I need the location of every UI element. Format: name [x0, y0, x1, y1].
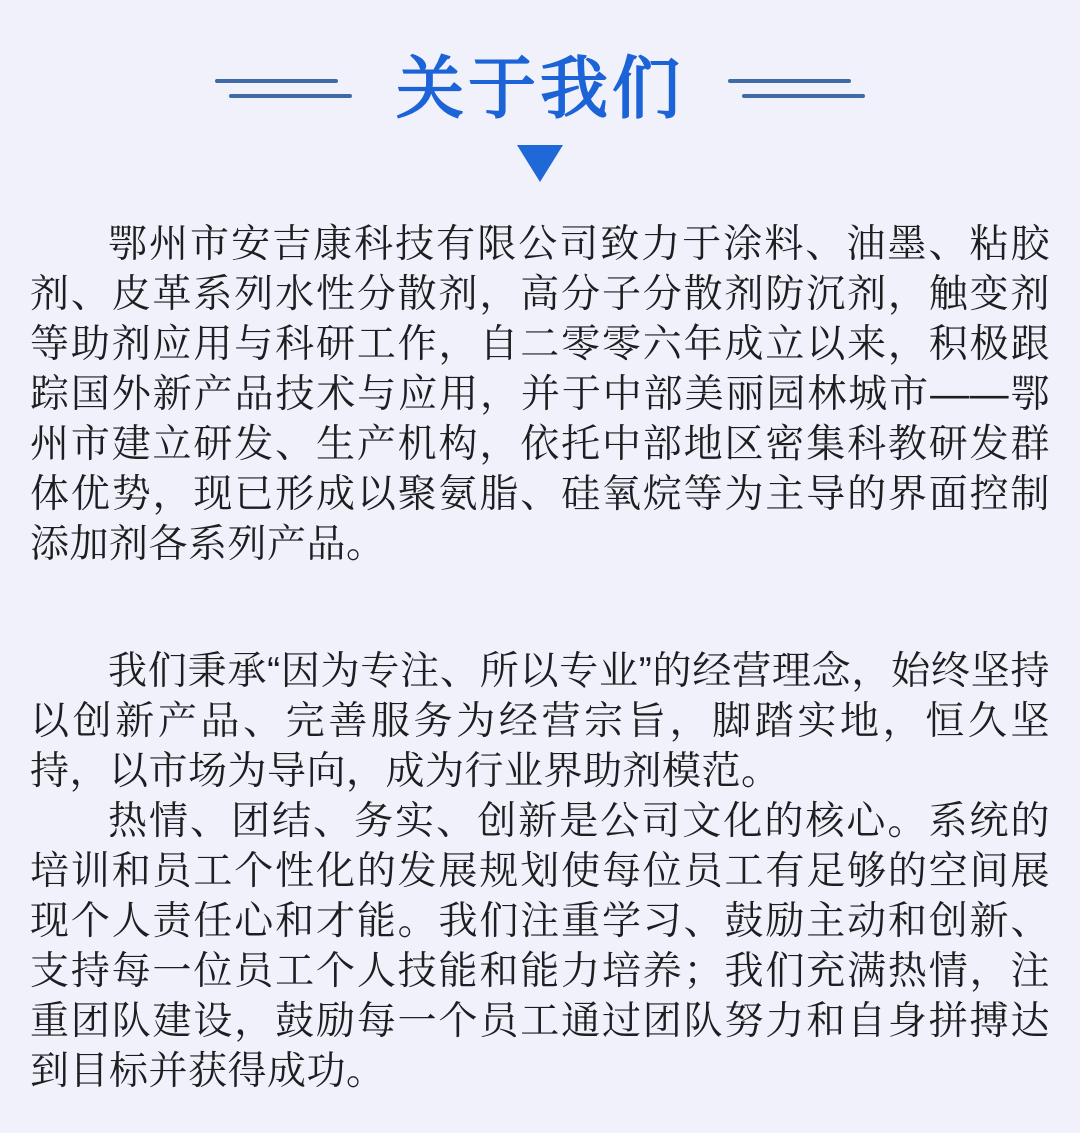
about-paragraph-company: 鄂州市安吉康科技有限公司致力于涂料、油墨、粘胶剂、皮革系列水性分散剂，高分子分散剂防沉剂，触变剂等助剂应用与科研工作，自二零零六年成立以来，积极跟踪国外新产品技术与应用，并于中部美丽园林城市——鄂州市建立研发、生产机构，依托中部地区密集科教研发群体优势，现已形成以聚氨脂、硅氧烷等为主导的界面控制添加剂各系列产品。 — [30, 223, 1050, 566]
about-content — [0, 182, 1080, 1097]
divider-line — [728, 79, 851, 83]
about-header — [0, 0, 1080, 182]
about-paragraph-culture: 热情、团结、务实、创新是公司文化的核心。系统的培训和员工个性化的发展规划使每位员工有足够的空间展现个人责任心和才能。我们注重学习、鼓励主动和创新、支持每一位员工个人技能和能力培养；我们充满热情，注重团队建设，鼓励每一个员工通过团队努力和自身拼搏达到目标并获得成功。 — [30, 800, 1050, 1093]
title-divider-left — [215, 79, 352, 99]
about-paragraph-philosophy: 我们秉承“因为专注、所以专业”的经营理念，始终坚持以创新产品、完善服务为经营宗旨，脚踏实地，恒久坚持，以市场为导向，成为行业界助剂模范。 — [30, 650, 1050, 793]
page-title: 关于我们 — [395, 51, 684, 127]
triangle-down-icon — [517, 145, 563, 182]
divider-line — [742, 94, 865, 98]
title-row — [0, 51, 1080, 127]
divider-line — [229, 94, 352, 98]
triangle-row — [0, 145, 1080, 182]
divider-line — [215, 79, 338, 83]
title-divider-right — [728, 79, 865, 99]
